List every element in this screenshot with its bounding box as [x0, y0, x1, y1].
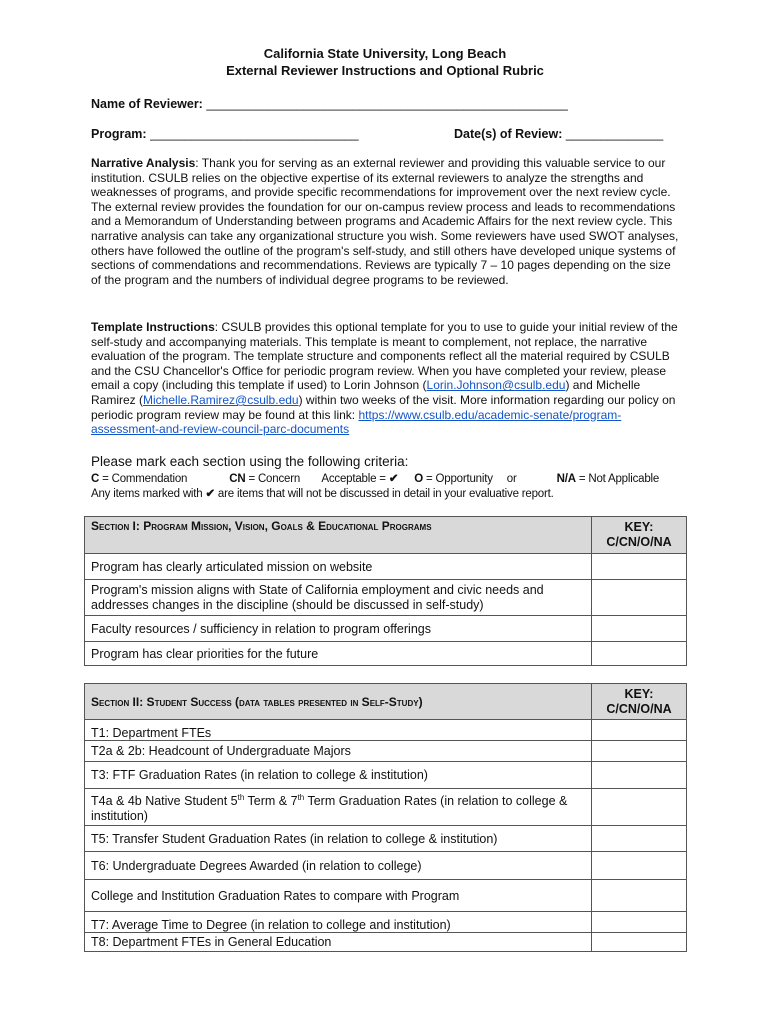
checkmark-icon: ✔: [205, 488, 215, 500]
table-row: [85, 720, 687, 741]
section1-title-cell: [85, 517, 592, 554]
rating-cell[interactable]: [592, 720, 687, 741]
rating-cell[interactable]: [592, 880, 687, 912]
row4-text-c: Term Graduation Rates (in relation to college & institution): [91, 794, 568, 824]
key-codes: C/CN/O/NA: [606, 535, 672, 549]
table-row: [85, 741, 687, 762]
note-pre: Any items marked with: [91, 488, 203, 500]
table-row: [85, 762, 687, 789]
table-row: [85, 642, 687, 666]
row-label: Program has clearly articulated mission on website: [85, 554, 592, 580]
row-label: T7: Average Time to Degree (in relation to college and institution): [85, 912, 592, 933]
document-subtitle: External Reviewer Instructions and Optional Rubric: [226, 63, 544, 78]
code-c: C: [91, 473, 100, 485]
program-blank[interactable]: ______________________________: [150, 127, 359, 141]
rating-cell[interactable]: [592, 789, 687, 826]
section2-table: [84, 683, 687, 952]
section2-title: Section II: Student Success (data tables presented in Self-Study): [91, 694, 423, 709]
table-row: [85, 826, 687, 852]
program-label: Program:: [91, 127, 147, 141]
narrative-label: Narrative Analysis: [91, 156, 196, 170]
reviewer-label: Name of Reviewer:: [91, 97, 203, 111]
code-o-text: = Opportunity: [426, 473, 493, 485]
parc-documents-link[interactable]: https://www.csulb.edu/academic-senate/program-assessment-and-review-council-parc-documents: [91, 407, 622, 437]
row-label: College and Institution Graduation Rates to compare with Program: [85, 880, 592, 912]
template-text-2: ) and Michelle Ramirez (: [91, 378, 641, 407]
row-label: Program's mission aligns with State of California employment and civic needs and addresses changes in the discipline (should be discussed in self-study): [85, 580, 592, 616]
criteria-legend: [91, 471, 691, 485]
narrative-text: : Thank you for serving as an external reviewer and providing this valuable service to our institution. CSULB relies on the objective expertise of its external reviewers to analyze the strengths and weaknesses of programs, and provide specific recommendations for improvement over the next review cycle. The external review provides the foundation for our on-campus review process and leads to recommendations and a Memorandum of Understanding between programs and Academic Affairs for the next review cycle. This narrative analysis can take any organizational structure you wish. Some reviewers have used SWOT analyses, others have followed the outline of the program's self-study, and still others have developed unique systems of sections of commendations and recommendations. Reviews are typically 7 – 10 pages depending on the size of the program and the numbers of individual degree programs to be reviewed.: [91, 156, 679, 287]
table-row: [85, 912, 687, 933]
rating-cell[interactable]: [592, 554, 687, 580]
code-na-text: = Not Applicable: [578, 473, 660, 485]
dates-blank[interactable]: ______________: [565, 127, 664, 141]
key-codes: C/CN/O/NA: [606, 701, 672, 716]
code-c-text: = Commendation: [102, 473, 188, 485]
table-row: [85, 580, 687, 616]
section2-title-cell: [85, 684, 592, 720]
row4-sup-1: th: [237, 792, 245, 802]
code-cn: CN: [229, 473, 246, 485]
code-o: O: [414, 473, 424, 485]
dates-field: [454, 127, 663, 141]
row4-sup-2: th: [297, 792, 305, 802]
row-label: T1: Department FTEs: [85, 720, 592, 741]
rating-cell[interactable]: [592, 580, 687, 616]
email-link-johnson[interactable]: Lorin.Johnson@csulb.edu: [426, 378, 566, 393]
section1-key-cell: [592, 517, 687, 554]
table-row: [85, 880, 687, 912]
acceptable-text: Acceptable =: [321, 473, 386, 485]
document-title: California State University, Long Beach: [263, 46, 507, 61]
key-label: KEY:: [624, 520, 654, 534]
program-field: [91, 127, 359, 141]
section1-header-row: [85, 517, 687, 554]
table-row: [85, 933, 687, 952]
rating-cell[interactable]: [592, 762, 687, 789]
section2-header-row: [85, 684, 687, 720]
criteria-note: [91, 486, 691, 500]
reviewer-field: [91, 97, 568, 111]
table-row: [85, 616, 687, 642]
criteria-heading: Please mark each section using the following criteria:: [91, 454, 409, 469]
rating-cell[interactable]: [592, 741, 687, 762]
template-text-3: ) within two weeks of the visit. More information regarding our policy on periodic program review may be found at this link:: [91, 392, 676, 422]
narrative-paragraph: [91, 156, 681, 287]
table-row: [85, 852, 687, 880]
section1-table: [84, 516, 687, 666]
template-label: Template Instructions: [91, 320, 215, 334]
rating-cell[interactable]: [592, 642, 687, 666]
reviewer-blank[interactable]: ____________________________________________________: [206, 97, 568, 111]
dates-label: Date(s) of Review:: [454, 127, 563, 141]
code-na: N/A: [556, 473, 576, 485]
key-label: KEY:: [624, 686, 654, 701]
row-label: T5: Transfer Student Graduation Rates (in relation to college & institution): [85, 826, 592, 852]
row4-text-b: Term & 7: [244, 794, 298, 809]
row-label: Faculty resources / sufficiency in relation to program offerings: [85, 616, 592, 642]
row4-text-a: T4a & 4b Native Student 5: [91, 794, 238, 809]
rating-cell[interactable]: [592, 852, 687, 880]
rating-cell[interactable]: [592, 912, 687, 933]
email-link-ramirez[interactable]: Michelle.Ramirez@csulb.edu: [143, 392, 299, 407]
row-label: T8: Department FTEs in General Education: [85, 933, 592, 952]
section1-title: Section I: Program Mission, Vision, Goals & Educational Programs: [91, 519, 432, 533]
or-text: or: [506, 473, 517, 485]
rating-cell[interactable]: [592, 933, 687, 952]
row-label: [85, 789, 592, 826]
rating-cell[interactable]: [592, 616, 687, 642]
row-label: Program has clear priorities for the future: [85, 642, 592, 666]
note-post: are items that will not be discussed in detail in your evaluative report.: [217, 488, 554, 500]
code-cn-text: = Concern: [248, 473, 301, 485]
template-paragraph: [91, 320, 681, 437]
row-label: T2a & 2b: Headcount of Undergraduate Majors: [85, 741, 592, 762]
checkmark-icon: ✔: [388, 473, 399, 485]
section2-key-cell: [592, 684, 687, 720]
table-row: [85, 789, 687, 826]
table-row: [85, 554, 687, 580]
template-text-1: : CSULB provides this optional template for you to use to guide your initial review of the self-study and accompanying materials. This template is meant to complement, not replace, the narrative evaluation of the program. The template structure and components reflect all the material required by CSULB and the CSU Chancellor's Office for periodic program review. When you have completed your review, please email a copy (including this template if used) to Lorin Johnson (: [91, 320, 678, 393]
row-label: T3: FTF Graduation Rates (in relation to college & institution): [85, 762, 592, 789]
rating-cell[interactable]: [592, 826, 687, 852]
row-label: T6: Undergraduate Degrees Awarded (in relation to college): [85, 852, 592, 880]
